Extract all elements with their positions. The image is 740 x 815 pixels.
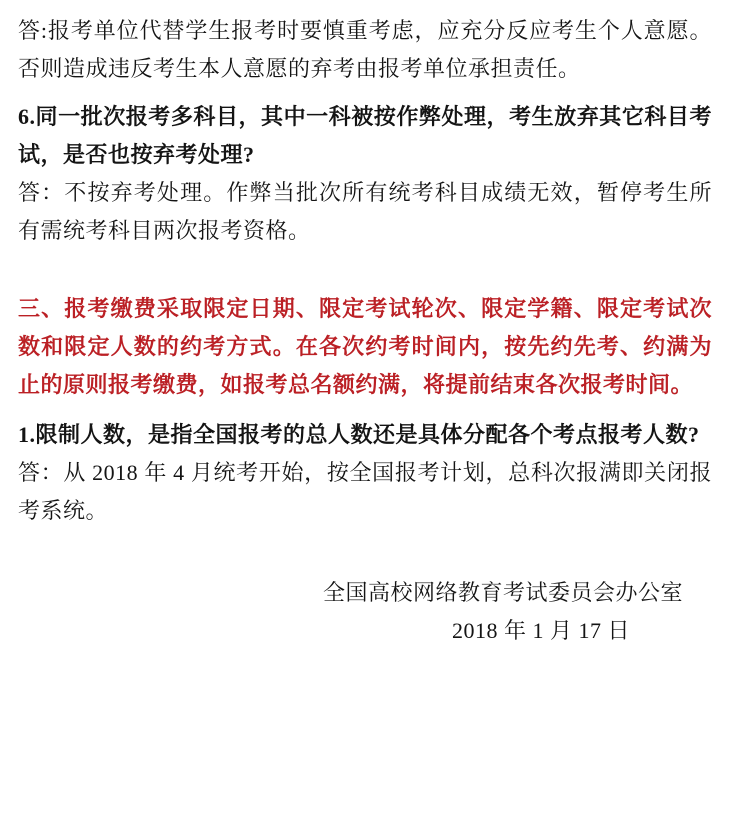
question-6-heading: 6.同一批次报考多科目，其中一科被按作弊处理，考生放弃其它科目考试，是否也按弃考处理? bbox=[18, 104, 712, 167]
answer-paragraph-1: 答：从 2018 年 4 月统考开始，按全国报考计划，总科次报满即关闭报考系统。 bbox=[18, 460, 712, 523]
answer-paragraph-5: 答:报考单位代替学生报考时要慎重考虑，应充分反应考生个人意愿。否则造成违反考生本人意愿的弃考由报考单位承担责任。 bbox=[18, 18, 712, 81]
section-3-heading: 三、报考缴费采取限定日期、限定考试轮次、限定学籍、限定考试次数和限定人数的约考方式。在各次约考时间内，按先约先考、约满为止的原则报考缴费，如报考总名额约满，将提前结束各次报考时间。 bbox=[18, 296, 712, 397]
answer-paragraph-6: 答：不按弃考处理。作弊当批次所有统考科目成绩无效，暂停考生所有需统考科目两次报考资格。 bbox=[18, 180, 712, 243]
question-1-heading: 1.限制人数，是指全国报考的总人数还是具体分配各个考点报考人数? bbox=[18, 422, 700, 447]
signature-office: 全国高校网络教育考试委员会办公室 bbox=[322, 580, 683, 605]
signature-date: 2018 年 1 月 17 日 bbox=[451, 618, 630, 643]
